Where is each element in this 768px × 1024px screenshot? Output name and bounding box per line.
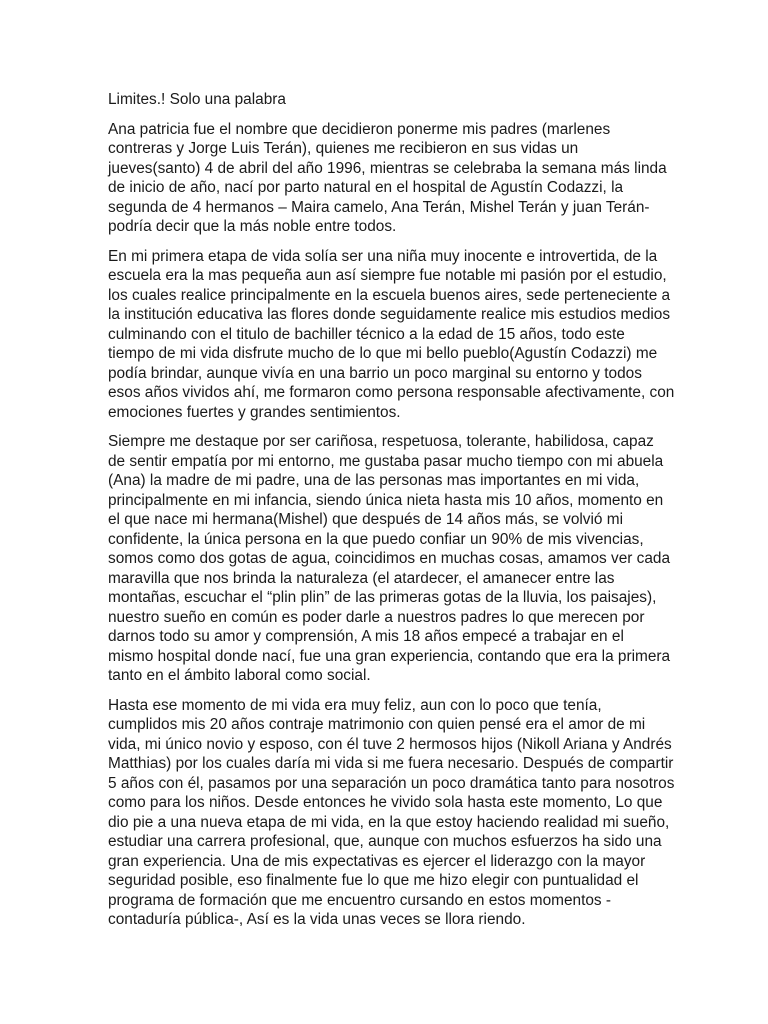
text-line: nuestro sueño en común es poder darle a nuestros padres lo que merecen por: [108, 608, 645, 626]
text-line: de sentir empatía por mi entorno, me gustaba pasar mucho tiempo con mi abuela: [108, 452, 664, 470]
text-line: estudiar una carrera profesional, que, aunque con muchos esfuerzos ha sido una: [108, 833, 662, 850]
text-line: segunda de 4 hermanos – Maira camelo, Ana Terán, Mishel Terán y juan Terán-: [108, 198, 650, 216]
text-line: cumplidos mis 20 años contraje matrimonio con quien pensé era el amor de mi: [108, 716, 646, 733]
text-line: Siempre me destaque por ser cariñosa, respetuosa, tolerante, habilidosa, capaz: [108, 433, 654, 450]
text-line: la institución educativa las flores donde seguidamente realice mis estudios medios: [108, 306, 671, 323]
text-line: montañas, escuchar el “plin plin” de las primeras gotas de la lluvia, los paisajes),: [108, 589, 657, 606]
text-line: contaduría pública-, Así es la vida unas veces se llora riendo.: [108, 911, 526, 928]
document-title: Limites.! Solo una palabra: [108, 91, 286, 108]
text-line: Matthias) por los cuales daría mi vida si me fuera necesario. Después de compartir: [108, 755, 674, 772]
text-line: los cuales realice principalmente en la escuela buenos aires, sede perteneciente a: [108, 286, 671, 304]
document-body: [108, 120, 675, 930]
text-line: jueves(santo) 4 de abril del año 1996, mientras se celebraba la semana más linda: [108, 159, 667, 177]
text-line: darnos todo su amor y comprensión, A mis 18 años empecé a trabajar en el: [108, 628, 624, 645]
text-line: maravilla que nos brinda la naturaleza (el atardecer, el amanecer entre las: [108, 569, 615, 587]
text-line: de inicio de año, nací por parto natural en el hospital de Agustín Codazzi, la: [108, 179, 624, 196]
text-line: tanto en el ámbito laboral como social.: [108, 667, 371, 684]
paragraph-2: [108, 247, 675, 423]
text-line: el que nace mi hermana(Mishel) que después de 14 años más, se volvió mi: [108, 511, 624, 528]
text-line: principalmente en mi infancia, siendo única nieta hasta mis 10 años, momento en: [108, 491, 664, 509]
document-page: [108, 90, 675, 940]
text-line: podía brindar, aunque vivía en una barrio un poco marginal su entorno y todos: [108, 364, 642, 382]
text-line: tiempo de mi vida disfrute mucho de lo que mi bello pueblo(Agustín Codazzi) me: [108, 345, 658, 362]
text-line: Ana patricia fue el nombre que decidieron ponerme mis padres (marlenes: [108, 120, 611, 138]
text-line: contreras y Jorge Luis Terán), quienes me recibieron en sus vidas un: [108, 140, 579, 157]
text-line: escuela era la mas pequeña aun así siempre fue notable mi pasión por el estudio,: [108, 267, 667, 284]
text-line: confidente, la única persona en la que puedo confiar un 90% de mis vivencias,: [108, 530, 644, 548]
text-line: podría decir que la más noble entre todos.: [108, 218, 397, 235]
text-line: vida, mi único novio y esposo, con él tuve 2 hermosos hijos (Nikoll Ariana y Andrés: [108, 735, 672, 753]
text-line: esos años vividos ahí, me formaron como persona responsable afectivamente, con: [108, 384, 675, 401]
text-line: programa de formación que me encuentro cursando en estos momentos -: [108, 891, 612, 909]
text-line: como para los niños. Desde entonces he vivido sola hasta este momento, Lo que: [108, 794, 663, 811]
text-line: somos como dos gotas de agua, coincidimos en muchas cosas, amamos ver cada: [108, 550, 671, 567]
paragraph-4: [108, 696, 675, 930]
text-line: culminando con el titulo de bachiller técnico a la edad de 15 años, todo este: [108, 325, 625, 343]
text-line: Hasta ese momento de mi vida era muy feliz, aun con lo poco que tenía,: [108, 696, 602, 714]
paragraph-3: [108, 432, 671, 686]
text-line: dio pie a una nueva etapa de mi vida, en la que estoy haciendo realidad mi sueño,: [108, 813, 670, 831]
paragraph-1: [108, 120, 668, 237]
text-line: gran experiencia. Una de mis expectativas es ejercer el liderazgo con la mayor: [108, 852, 646, 870]
text-line: seguridad posible, eso finalmente fue lo que me hizo elegir con puntualidad el: [108, 872, 639, 889]
text-line: 5 años con él, pasamos por una separación un poco dramática tanto para nosotros: [108, 774, 675, 792]
text-line: mismo hospital donde nací, fue una gran experiencia, contando que era la primera: [108, 647, 671, 665]
text-line: En mi primera etapa de vida solía ser una niña muy inocente e introvertida, de la: [108, 247, 658, 265]
text-line: (Ana) la madre de mi padre, una de las personas mas importantes en mi vida,: [108, 472, 640, 489]
text-line: emociones fuertes y grandes sentimientos.: [108, 403, 401, 421]
